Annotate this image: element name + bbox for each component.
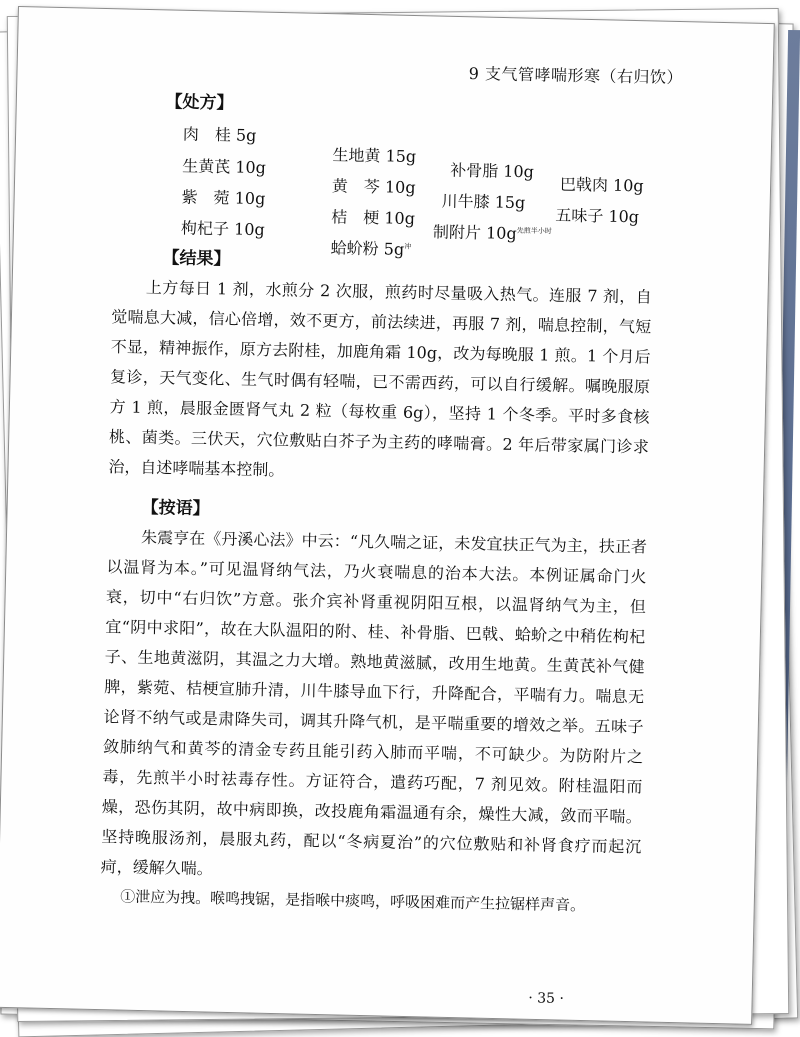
commentary-paragraph: 朱震亨在《丹溪心法》中云：“凡久喘之证，未发宜扶正气为主，扶正者以温肾为本。”可见温肾纳气法，乃火衰喘息的治本大法。本例证属命门火衰，切中“右归饮”方意。张介宾补肾重视阴阳互根，以温肾纳气为主，但宜“阴中求阳”，故在大队温阳的附、桂、补骨脂、巴戟、蛤蚧之中稍佐枸杞子、生地黄滋阴，其温之力大增。熟地黄滋腻，改用生地黄。生黄芪补气健脾，紫菀、桔梗宣肺升清，川牛膝导血下行，升降配合，平喘有力。喘息无论肾不纳气或是肃降失司，调其升降气机，是平喘重要的增效之举。五味子敛肺纳气和黄芩的清金专药且能引药入肺而平喘，不可缺少。为防附片之毒，先煎半小时祛毒存性。方证符合，遣药巧配，7 剂见效。附桂温阳而燥，恐伤其阴，故中病即换，改投鹿角霜温通有余，燥性大减，敛而平喘。坚持晚服汤剂，晨服丸药，配以“冬病夏治”的穴位敷贴和补肾食疗而起沉疴，缓解久喘。 — [100, 527, 648, 879]
herb-item: 蛤蚧粉 5g$^冲$ — [330, 238, 412, 259]
page-number: · 35 · — [528, 990, 565, 1007]
herb-item: 制附片 10g$^{先煎半小时}$ — [432, 222, 552, 243]
running-header: 9 支气管哮喘形寒（右归饮） — [468, 63, 684, 88]
herb-item: 巴戟肉 10g — [559, 174, 644, 196]
footnote: ①泄应为拽。喉鸣拽锯，是指喉中痰鸣，呼吸困难而产生拉锯样声音。 — [120, 887, 586, 915]
herb-note: 先煎半小时 — [516, 226, 552, 236]
result-paragraph: 上方每日 1 剂，水煎分 2 次服，煎药时尽量吸入热气。连服 7 剂，自觉喘息大减，信心倍增，效不更方，前法续进，再服 7 剂，喘息控制，气短不显，精神振作，原方去附桂，加鹿角霜 10g，改为每晚服 1 煎。1 个月后复诊，天气变化、生气时偶有轻喘，已不需西药，可以自行缓解。嘱晚服原方 1 煎，晨服金匮肾气丸 2 粒（每枚重 6g），坚持 1 个冬季。平时多食核桃、菌类。三伏天，穴位敷贴白芥子为主药的哮喘膏。2 年后带家属门诊求治，自述哮喘基本控制。 — [108, 277, 652, 480]
herb-item: 生黄芪 10g — [182, 156, 267, 178]
herb-item: 五味子 10g — [555, 205, 640, 227]
herb-item: 枸杞子 10g — [180, 218, 265, 240]
commentary-heading: 【按语】 — [141, 497, 210, 520]
result-heading: 【结果】 — [162, 248, 231, 270]
herb-item: 紫 菀 10g — [181, 187, 266, 209]
prescription-heading: 【处方】 — [165, 92, 234, 114]
page-content — [0, 8, 772, 1022]
book-page — [0, 6, 775, 1025]
herb-item: 川牛膝 15g — [441, 191, 526, 213]
herb-item: 黄 芩 10g — [331, 176, 416, 197]
herb-note: 冲 — [404, 242, 412, 251]
herb-item: 生地黄 15g — [332, 145, 417, 166]
herb-item: 肉 桂 5g — [182, 124, 257, 145]
herb-item: 补骨脂 10g — [449, 160, 535, 182]
herb-item: 桔 梗 10g — [331, 207, 416, 228]
